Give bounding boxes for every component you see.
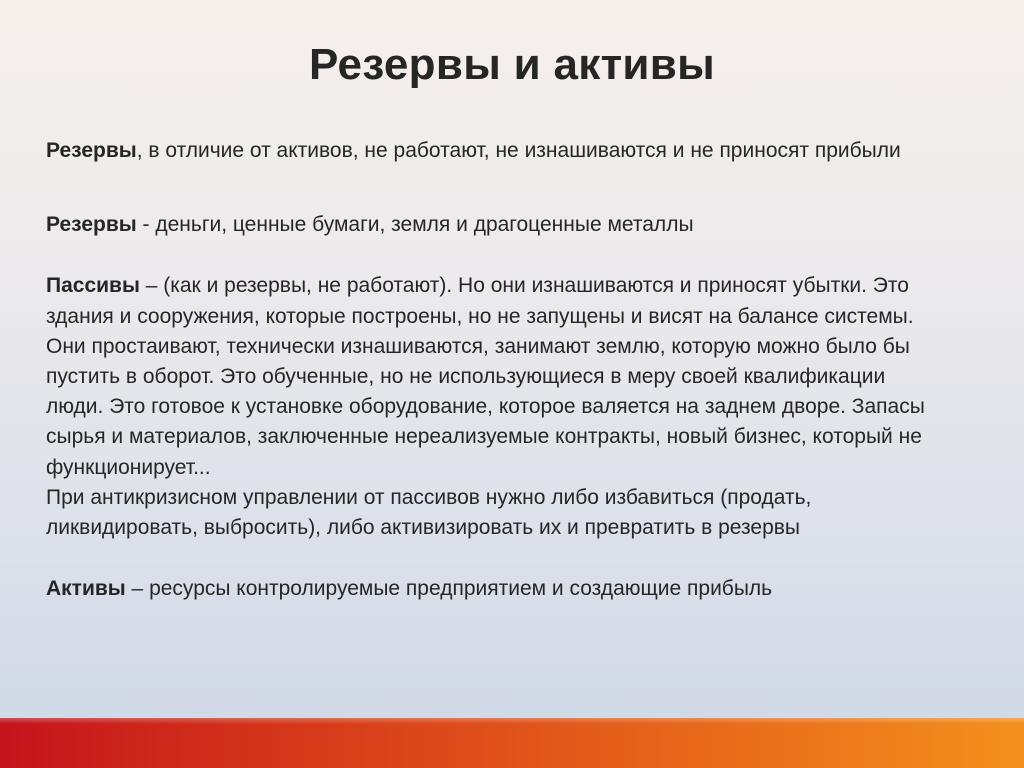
term-assets: Активы — [46, 577, 126, 601]
paragraph-reserves-definition — [46, 136, 926, 166]
paragraph-assets — [46, 574, 926, 604]
bottom-accent-bar — [0, 718, 1024, 768]
term-reserves: Резервы — [46, 213, 137, 237]
spacer — [46, 543, 926, 574]
spacer — [46, 240, 926, 271]
paragraph-text: – ресурсы контролируемые предприятием и создающие прибыль — [125, 577, 773, 601]
paragraph-liabilities — [46, 271, 926, 482]
slide-title: Резервы и активы — [309, 40, 715, 89]
paragraph-text: - деньги, ценные бумаги, земля и драгоценные металлы — [136, 213, 694, 237]
paragraph-text: , в отличие от активов, не работают, не изнашиваются и не приносят прибыли — [136, 139, 901, 162]
paragraph-reserves-examples — [46, 210, 926, 240]
slide-body — [46, 136, 926, 604]
spacer — [46, 166, 926, 210]
paragraph-text: – (как и резервы, не работают). Но они изнашиваются и приносят убытки. Это здания и сооружения, которые построены, но не запущены и висят на балансе системы. Они простаивают, технически изнашиваются, занимают землю, которую можно было бы пустить в оборот. Это обученные, но не использующиеся в меру своей квалификации люди. Это готовое к установке оборудование, которое валяется на заднем дворе. Запасы сырья и материалов, заключенные нереализуемые контракты, новый бизнес, который не функционирует... — [46, 274, 925, 479]
term-reserves: Резервы — [46, 139, 137, 162]
term-liabilities: Пассивы — [46, 274, 140, 298]
paragraph-crisis-management: При антикризисном управлении от пассивов нужно либо избавиться (продать, ликвидировать, выбросить), либо активизировать их и превратить в резервы — [46, 485, 812, 540]
